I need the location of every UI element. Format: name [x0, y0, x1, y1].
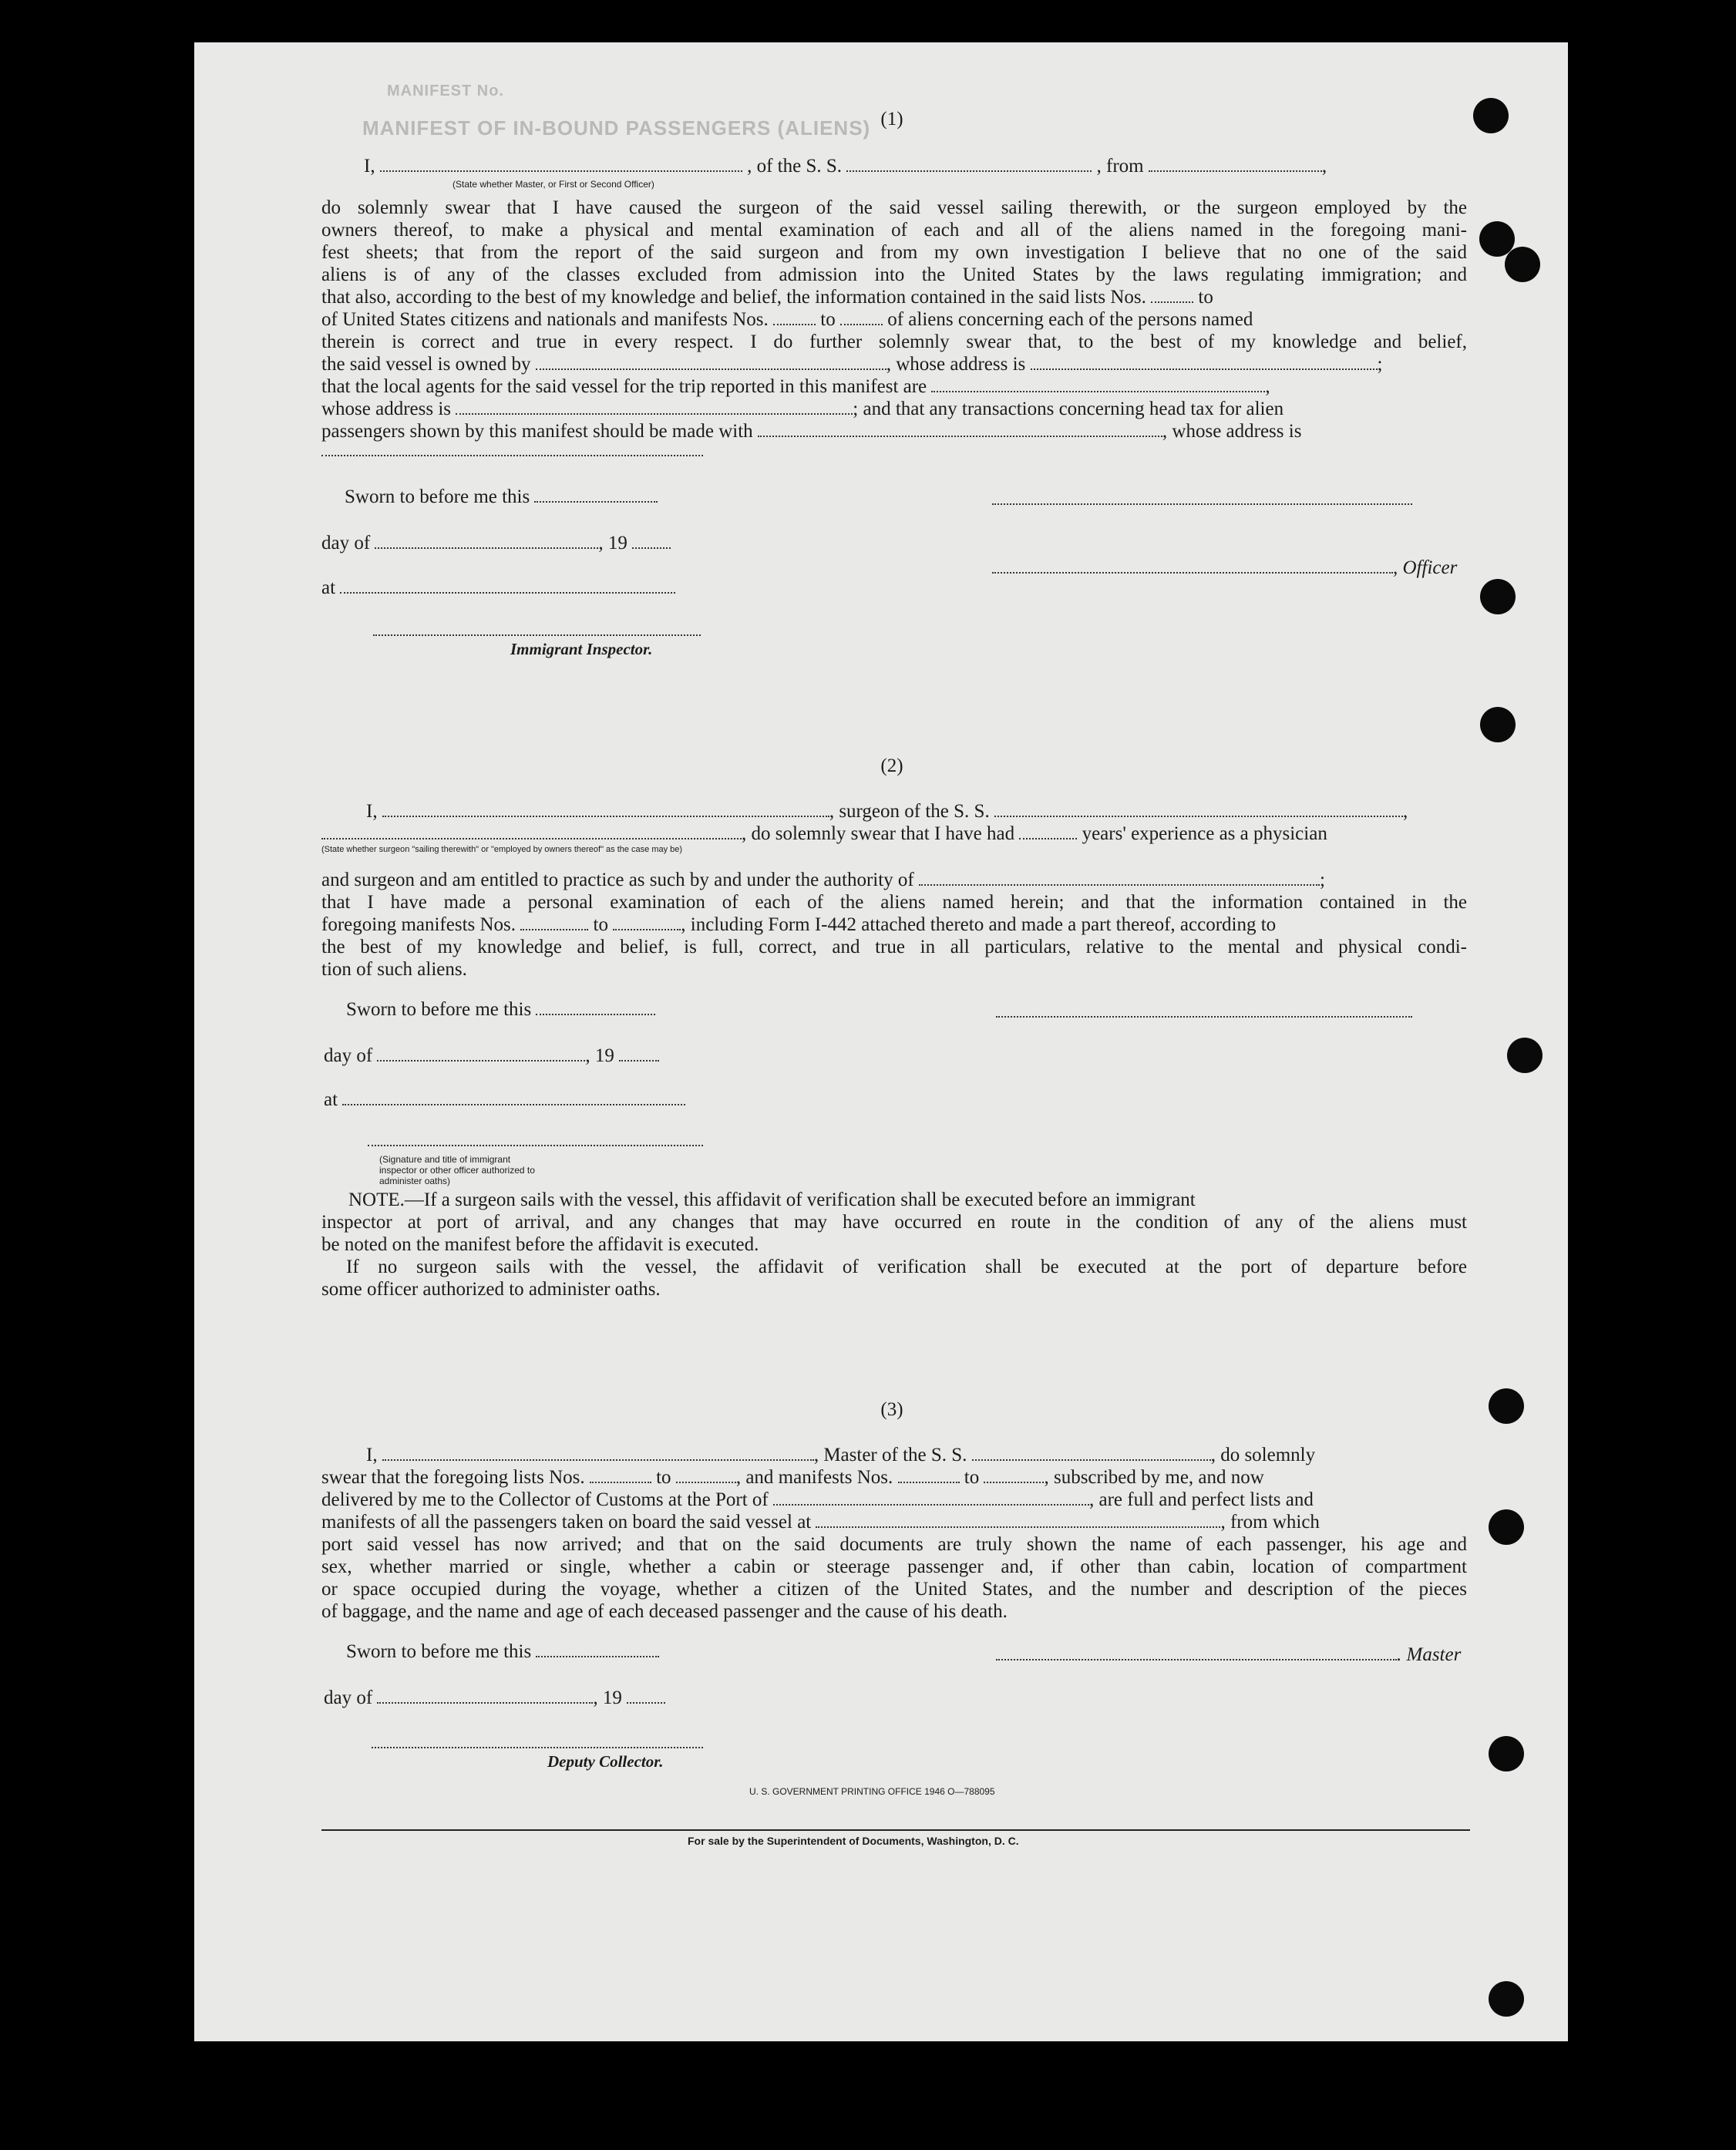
s3-collector-text: delivered by me to the Collector of Customs at the Port of	[321, 1489, 769, 1510]
s2-paragraph-line: the best of my knowledge and belief, is full, correct, and true in all particulars, relative to the mental and physical condi-	[321, 937, 1467, 957]
s2-to-label: to	[593, 914, 608, 935]
s2-manifests-to-field[interactable]	[613, 913, 681, 930]
punch-hole	[1489, 1981, 1524, 2017]
s3-paragraph-line: port said vessel has now arrived; and that on the said documents are truly shown the name of each passenger, his age and	[321, 1534, 1467, 1555]
port-field[interactable]	[773, 1489, 1089, 1506]
s3-paragraph-line: of baggage, and the name and age of each deceased passenger and the cause of his death.	[321, 1601, 1008, 1622]
s3-collector-signature-field[interactable]	[372, 1747, 703, 1748]
s3-collector-line	[321, 1489, 1314, 1512]
s1-owner-line	[321, 353, 1382, 376]
owner-address-field[interactable]	[1031, 353, 1378, 370]
s2-solemnly-text: , do solemnly swear that I have had	[742, 823, 1015, 844]
manifests-from-field[interactable]	[773, 308, 816, 325]
s1-agents-text: that the local agents for the said vessel for the trip reported in this manifest are	[321, 376, 927, 397]
note-line: If no surgeon sails with the vessel, the affidavit of verification shall be executed at the port of departure before	[346, 1257, 1467, 1277]
s3-perfect-lists-text: , are full and perfect lists and	[1089, 1489, 1314, 1510]
s1-line-i	[364, 155, 1327, 178]
s3-sworn-line	[346, 1640, 659, 1664]
surgeon-name-field[interactable]	[382, 800, 829, 817]
s1-head-tax-text: ; and that any transactions concerning head tax for alien	[853, 399, 1284, 419]
years-experience-field[interactable]	[1019, 823, 1077, 839]
s2-paragraph-line: that I have made a personal examination of each of the aliens named herein; and that the information contained in the	[321, 892, 1467, 913]
printing-office-imprint: U. S. GOVERNMENT PRINTING OFFICE 1946 O—788095	[749, 1786, 995, 1797]
s1-sworn-text: Sworn to before me this	[345, 486, 530, 507]
s3-line-i	[366, 1444, 1315, 1467]
s2-manifests-line	[321, 913, 1276, 937]
lists-from-field[interactable]	[1151, 286, 1193, 303]
agents-field[interactable]	[931, 375, 1265, 392]
s1-officer-line	[992, 557, 1457, 580]
deputy-collector-caption: Deputy Collector.	[547, 1752, 664, 1771]
s1-month-field[interactable]	[375, 532, 598, 549]
s2-manifests-from-field[interactable]	[520, 913, 588, 930]
s3-manifests-to-field[interactable]	[984, 1466, 1044, 1483]
note-line: inspector at port of arrival, and any changes that may have occurred en route in the condition of any of the aliens must	[321, 1212, 1467, 1233]
s2-at-line	[324, 1088, 685, 1112]
s2-i-label: I,	[366, 801, 378, 822]
head-tax-party-field[interactable]	[758, 420, 1162, 437]
s2-sworn-day-field[interactable]	[536, 998, 655, 1015]
s1-at-field[interactable]	[340, 577, 675, 594]
vessel-name-field[interactable]	[846, 155, 1092, 172]
s1-agents-line	[321, 375, 1270, 399]
s1-year-field[interactable]	[632, 532, 671, 549]
s1-comma: ,	[1321, 156, 1327, 177]
port-from-field[interactable]	[1149, 155, 1322, 172]
faded-manifest-number: MANIFEST No.	[387, 82, 504, 99]
section-3-number: (3)	[880, 1399, 903, 1420]
s2-form-text: , including Form I-442 attached thereto and made a part thereof, according to	[681, 914, 1277, 935]
s3-paragraph-line: sex, whether married or single, whether a cabin or steerage passenger and, if other than cabin, location of compartment	[321, 1556, 1467, 1577]
punch-hole	[1507, 1038, 1543, 1073]
s2-at-label: at	[324, 1089, 338, 1110]
manifests-to-field[interactable]	[840, 308, 883, 325]
note-line: be noted on the manifest before the affidavit is executed.	[321, 1234, 759, 1255]
s3-master-line	[996, 1644, 1461, 1667]
s1-address-label: , whose address is	[886, 354, 1026, 375]
s2-inspector-signature-field[interactable]	[368, 1145, 703, 1146]
s3-sworn-text: Sworn to before me this	[346, 1641, 532, 1662]
s1-paragraph-line: aliens is of any of the classes excluded from admission into the United States by the laws regulating immigration; and	[321, 264, 1467, 285]
s1-i-label: I,	[364, 156, 375, 177]
s3-to-label: to	[964, 1467, 980, 1488]
s1-manifests-text: of United States citizens and nationals and manifests Nos.	[321, 309, 769, 330]
punch-hole	[1480, 579, 1516, 614]
s1-agent-address-line	[321, 398, 1283, 421]
for-sale-notice: For sale by the Superintendent of Documents, Washington, D. C.	[688, 1835, 1019, 1847]
s2-surgeon-signature-field[interactable]	[996, 1016, 1412, 1018]
s1-paragraph-line: do solemnly swear that I have caused the surgeon of the said vessel sailing therewith, or the surgeon employed by the	[321, 197, 1467, 218]
s2-line-i	[366, 800, 1408, 823]
s1-address-label: , whose address is	[1162, 421, 1302, 442]
s3-year-field[interactable]	[627, 1687, 665, 1704]
s1-semicolon: ;	[1377, 354, 1383, 375]
s1-day-of-label: day of	[321, 533, 371, 553]
s1-head-tax-line	[321, 420, 1301, 443]
s1-to-label: to	[1198, 287, 1213, 308]
s1-year-label: , 19	[598, 533, 627, 553]
s3-boarded-line	[321, 1511, 1320, 1534]
s2-authority-text: and surgeon and am entitled to practice as such by and under the authority of	[321, 870, 914, 890]
s1-address-label: whose address is	[321, 399, 452, 419]
s3-year-label: , 19	[593, 1687, 622, 1708]
s1-lists-text: that also, according to the best of my knowledge and belief, the information contained in the said lists Nos.	[321, 287, 1146, 308]
s3-month-field[interactable]	[377, 1687, 593, 1704]
s3-lists-text: swear that the foregoing lists Nos.	[321, 1467, 585, 1488]
s1-paragraph-line: fest sheets; that from the report of the said surgeon and from my own investigation I believe that no one of the said	[321, 242, 1467, 263]
s1-paragraph-line: owners thereof, to make a physical and mental examination of each and all of the aliens named in the foregoing mani-	[321, 220, 1467, 241]
s1-of-ss-label: , of the S. S.	[747, 156, 843, 177]
s2-semicolon: ;	[1320, 870, 1325, 890]
s2-years-text: years' experience as a physician	[1082, 823, 1327, 844]
s2-year-label: , 19	[585, 1045, 614, 1066]
s1-day-line	[321, 532, 671, 555]
surgeon-status-field[interactable]	[321, 823, 742, 839]
boarding-port-field[interactable]	[816, 1511, 1220, 1528]
s1-at-label: at	[321, 577, 336, 598]
s3-solemnly-text: , do solemnly	[1210, 1445, 1316, 1465]
officer-name-field[interactable]	[380, 155, 742, 172]
s1-officer-signature-field[interactable]	[992, 503, 1412, 505]
s1-passengers-text: passengers shown by this manifest should be made with	[321, 421, 753, 442]
s2-authority-line	[321, 869, 1325, 892]
s2-manifests-text: foregoing manifests Nos.	[321, 914, 516, 935]
s3-manifests-from-field[interactable]	[898, 1466, 960, 1483]
s2-sworn-line	[346, 998, 655, 1021]
officer-label: , Officer	[1393, 557, 1458, 578]
s3-day-line	[324, 1687, 665, 1710]
officer-note: (State whether Master, or First or Second Officer)	[453, 179, 654, 190]
s3-master-of-label: , Master of the S. S.	[813, 1445, 967, 1465]
s2-comma: ,	[1402, 801, 1408, 822]
s2-surgeon-of-label: , surgeon of the S. S.	[829, 801, 990, 822]
s3-i-label: I,	[366, 1445, 378, 1465]
s3-from-which-text: , from which	[1220, 1512, 1320, 1533]
owner-field[interactable]	[536, 353, 887, 370]
punch-hole	[1489, 1388, 1524, 1424]
s3-paragraph-line: or space occupied during the voyage, whether a citizen of the United States, and the number and description of the pieces	[321, 1579, 1467, 1600]
master-name-field[interactable]	[382, 1444, 814, 1461]
master-label: . Master	[1397, 1644, 1462, 1665]
s1-paragraph-line: therein is correct and true in every respect. I do further solemnly swear that, to the best of my knowledge and belief,	[321, 331, 1467, 352]
s3-vessel-field[interactable]	[972, 1444, 1211, 1461]
s1-officer-title-field[interactable]	[992, 557, 1393, 574]
s2-at-field[interactable]	[342, 1088, 685, 1105]
note-line: NOTE.—If a surgeon sails with the vessel, this affidavit of verification shall be executed before an immigrant	[348, 1189, 1196, 1210]
head-tax-address-field[interactable]	[321, 455, 703, 456]
s1-lists-line	[321, 286, 1213, 309]
s2-solemnly-line	[321, 823, 1327, 846]
s1-at-line	[321, 577, 675, 600]
s3-boarded-text: manifests of all the passengers taken on board the said vessel at	[321, 1512, 812, 1533]
section-2-number: (2)	[880, 755, 903, 776]
form-page	[194, 42, 1568, 2041]
s1-inspector-signature-field[interactable]	[373, 634, 701, 636]
agent-address-field[interactable]	[456, 398, 853, 415]
punch-hole	[1480, 707, 1516, 742]
immigrant-inspector-caption: Immigrant Inspector.	[510, 640, 653, 658]
s2-paragraph-line: tion of such aliens.	[321, 959, 467, 980]
s3-sworn-day-field[interactable]	[536, 1640, 659, 1657]
s1-aliens-text: of aliens concerning each of the persons named	[887, 309, 1253, 330]
s2-day-line	[324, 1045, 659, 1068]
s2-day-of-label: day of	[324, 1045, 373, 1066]
signature-title-note: (Signature and title of immigrant inspector or other officer authorized to administer oaths)	[379, 1154, 535, 1186]
s1-to-label: to	[820, 309, 836, 330]
s1-owned-by-text: the said vessel is owned by	[321, 354, 531, 375]
section-1-number: (1)	[880, 109, 903, 130]
s3-manifests-text: , and manifests Nos.	[735, 1467, 893, 1488]
punch-hole	[1489, 1736, 1524, 1771]
s2-year-field[interactable]	[619, 1045, 659, 1062]
s1-comma: ,	[1265, 376, 1270, 397]
s3-subscribed-text: , subscribed by me, and now	[1044, 1467, 1264, 1488]
s3-lists-line	[321, 1466, 1264, 1489]
s1-from-label: , from	[1096, 156, 1144, 177]
s3-master-signature-field[interactable]	[996, 1644, 1397, 1660]
punch-hole	[1505, 247, 1540, 282]
s1-sworn-line	[345, 486, 658, 509]
s3-lists-to-field[interactable]	[676, 1466, 736, 1483]
footer-rule	[321, 1829, 1470, 1831]
surgeon-note: (State whether surgeon "sailing therewith" or "employed by owners thereof" as the case may be)	[321, 845, 683, 854]
note-line: some officer authorized to administer oaths.	[321, 1279, 661, 1300]
s1-manifests-line	[321, 308, 1253, 331]
s2-sworn-text: Sworn to before me this	[346, 999, 532, 1020]
s3-lists-from-field[interactable]	[590, 1466, 651, 1483]
s2-month-field[interactable]	[377, 1045, 585, 1062]
s1-sworn-day-field[interactable]	[534, 486, 658, 503]
authority-field[interactable]	[919, 869, 1320, 886]
punch-hole	[1473, 98, 1509, 133]
s3-to-label: to	[656, 1467, 671, 1488]
s2-vessel-field[interactable]	[994, 800, 1403, 817]
punch-hole	[1489, 1509, 1524, 1545]
s3-day-of-label: day of	[324, 1687, 373, 1708]
faded-title: MANIFEST OF IN-BOUND PASSENGERS (ALIENS)	[362, 116, 871, 140]
